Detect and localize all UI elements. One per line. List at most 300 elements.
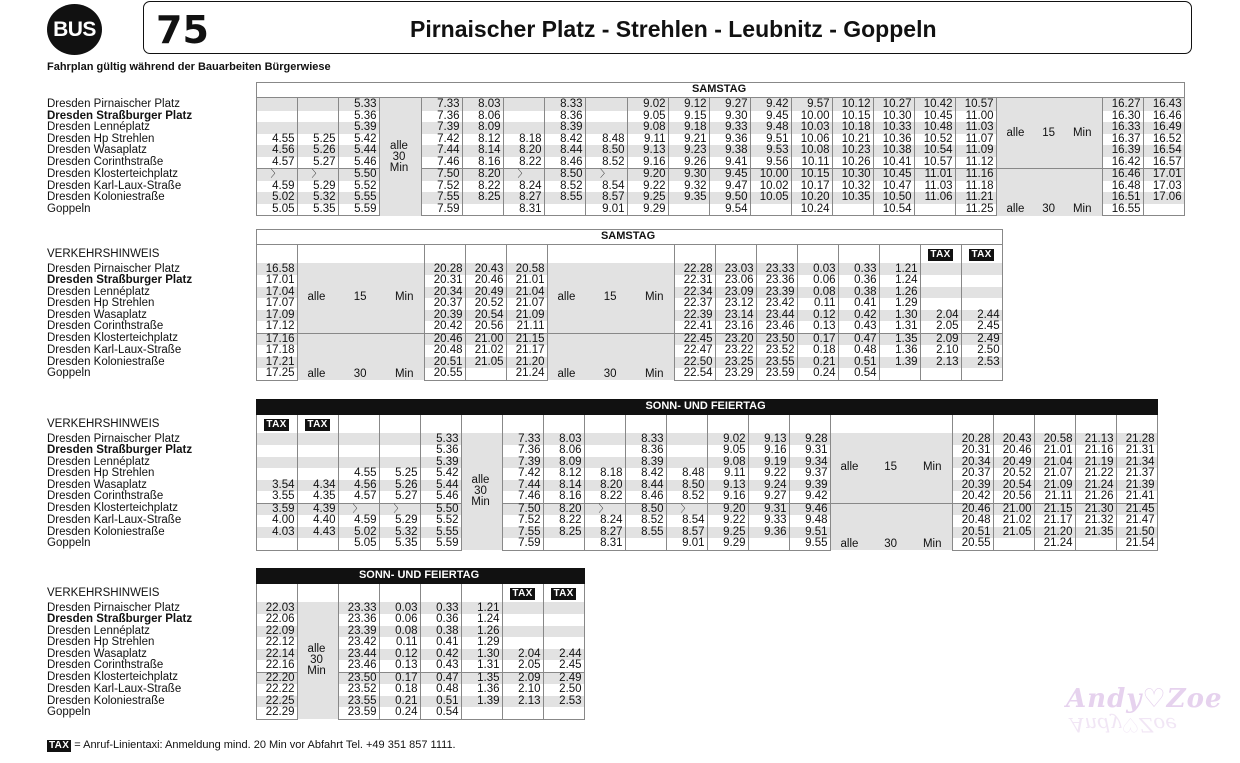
- stop-name: Dresden Pirnaischer Platz: [47, 601, 180, 614]
- time-cell: 21.50: [1116, 527, 1157, 539]
- time-cell: 〉: [503, 169, 544, 181]
- time-cell: 9.13: [748, 433, 789, 446]
- time-cell: 2.49: [543, 672, 584, 684]
- time-cell: 21.24: [1034, 538, 1075, 550]
- hint-cell: [502, 415, 543, 433]
- time-cell: 0.13: [379, 660, 420, 672]
- time-cell: 23.36: [756, 275, 797, 287]
- stop-name: Dresden Koloniestraße: [47, 525, 165, 538]
- hint-cell: [461, 584, 502, 602]
- time-cell: 0.51: [838, 357, 879, 369]
- time-cell: 22.34: [674, 287, 715, 299]
- time-cell: 3.54: [256, 480, 297, 492]
- time-cell: 5.02: [256, 192, 297, 204]
- interval-note: alle 30 Min: [379, 98, 421, 216]
- time-cell: 16.43: [1143, 98, 1184, 111]
- table-title-row: [47, 83, 1184, 98]
- time-cell: [256, 445, 297, 457]
- time-cell: 10.52: [914, 134, 955, 146]
- time-cell: 9.22: [627, 181, 668, 193]
- time-cell: 9.27: [709, 98, 750, 111]
- time-cell: 8.44: [544, 145, 585, 157]
- time-cell: 9.35: [668, 192, 709, 204]
- time-cell: 0.21: [797, 357, 838, 369]
- timetable-saturday-evening: [47, 229, 1003, 381]
- time-cell: 8.18: [584, 468, 625, 480]
- hint-cell: [256, 584, 297, 602]
- time-cell: 20.28: [952, 433, 993, 446]
- time-cell: 20.49: [993, 457, 1034, 469]
- time-cell: 16.52: [1143, 134, 1184, 146]
- time-cell: 8.52: [666, 491, 707, 503]
- time-cell: 21.02: [993, 515, 1034, 527]
- time-cell: 21.45: [1116, 503, 1157, 515]
- time-cell: 9.36: [709, 134, 750, 146]
- time-cell: 5.50: [338, 169, 379, 181]
- time-cell: 5.52: [420, 515, 461, 527]
- time-cell: 16.33: [1102, 122, 1143, 134]
- time-cell: 8.52: [585, 157, 627, 169]
- time-cell: 20.51: [952, 527, 993, 539]
- time-cell: 20.37: [952, 468, 993, 480]
- time-cell: 4.43: [297, 527, 338, 539]
- stop-name: Dresden Hp Strehlen: [47, 636, 155, 648]
- time-cell: 8.54: [585, 181, 627, 193]
- time-cell: 21.00: [465, 333, 506, 345]
- time-cell: [543, 538, 584, 550]
- time-cell: 11.03: [955, 122, 996, 134]
- hint-cell: [952, 415, 993, 433]
- time-cell: 0.12: [379, 649, 420, 661]
- time-cell: 21.37: [1116, 468, 1157, 480]
- time-cell: 0.47: [838, 333, 879, 345]
- time-cell: 9.01: [585, 204, 627, 216]
- time-cell: 17.01: [1143, 169, 1184, 181]
- time-cell: 7.39: [421, 122, 462, 134]
- time-cell: 1.35: [879, 333, 920, 345]
- time-cell: 2.05: [920, 321, 961, 333]
- time-cell: 2.10: [920, 345, 961, 357]
- stop-name: Goppeln: [47, 367, 91, 379]
- time-cell: 5.42: [338, 134, 379, 146]
- time-cell: 9.18: [668, 122, 709, 134]
- route-title: Pirnaischer Platz - Strehlen - Leubnitz - Goppeln: [410, 16, 937, 42]
- time-cell: 23.44: [756, 310, 797, 322]
- time-cell: 8.36: [625, 445, 666, 457]
- hint-cell: [1116, 415, 1157, 433]
- time-cell: [543, 637, 584, 649]
- time-cell: 16.54: [1143, 145, 1184, 157]
- time-cell: 9.41: [709, 157, 750, 169]
- time-cell: 8.22: [462, 181, 503, 193]
- time-cell: 22.41: [674, 321, 715, 333]
- time-cell: 21.30: [1075, 503, 1116, 515]
- time-cell: [993, 538, 1034, 550]
- hint-cell: [879, 245, 920, 263]
- time-cell: 9.05: [707, 445, 748, 457]
- time-cell: 9.42: [789, 491, 830, 503]
- watermark-logo: Andy♡Zoe: [1066, 684, 1223, 714]
- time-cell: 0.24: [797, 368, 838, 380]
- time-cell: 20.28: [424, 263, 465, 276]
- time-cell: 21.22: [1075, 468, 1116, 480]
- time-cell: 9.25: [627, 192, 668, 204]
- time-cell: 8.03: [462, 98, 503, 111]
- time-cell: 11.00: [955, 111, 996, 123]
- hint-label: VERKEHRSHINWEIS: [47, 587, 160, 599]
- time-cell: 8.27: [584, 527, 625, 539]
- interval-note: alle 30 Min: [547, 333, 674, 380]
- time-cell: 10.06: [791, 134, 832, 146]
- time-cell: [585, 122, 627, 134]
- time-cell: 9.48: [789, 515, 830, 527]
- time-cell: 0.06: [379, 614, 420, 626]
- time-cell: 22.14: [256, 649, 297, 661]
- time-cell: 10.23: [832, 145, 873, 157]
- time-cell: 2.10: [502, 684, 543, 696]
- time-cell: 2.04: [502, 649, 543, 661]
- time-cell: 7.46: [502, 491, 543, 503]
- time-cell: 8.48: [585, 134, 627, 146]
- time-cell: 5.25: [297, 134, 338, 146]
- time-cell: 22.25: [256, 696, 297, 708]
- time-cell: 8.09: [543, 457, 584, 469]
- time-cell: 10.08: [791, 145, 832, 157]
- time-cell: 1.26: [879, 287, 920, 299]
- time-cell: 2.09: [502, 672, 543, 684]
- time-cell: [338, 445, 379, 457]
- time-cell: 21.47: [1116, 515, 1157, 527]
- hint-cell: [920, 245, 961, 263]
- time-cell: 20.42: [424, 321, 465, 333]
- stop-name: Dresden Klosterteichplatz: [47, 502, 179, 514]
- time-cell: 9.32: [668, 181, 709, 193]
- time-cell: 9.24: [748, 480, 789, 492]
- time-cell: 21.24: [506, 368, 547, 380]
- time-cell: 7.52: [502, 515, 543, 527]
- time-cell: [465, 368, 506, 380]
- time-cell: [961, 298, 1002, 310]
- time-cell: 5.32: [297, 192, 338, 204]
- time-cell: [502, 626, 543, 638]
- time-cell: [961, 287, 1002, 299]
- time-cell: 17.16: [256, 333, 297, 345]
- time-cell: 9.16: [707, 491, 748, 503]
- time-cell: 23.39: [338, 626, 379, 638]
- time-cell: 0.18: [379, 684, 420, 696]
- time-cell: 11.18: [955, 181, 996, 193]
- time-cell: 8.20: [584, 480, 625, 492]
- time-cell: 4.56: [338, 480, 379, 492]
- time-cell: 9.12: [668, 98, 709, 111]
- stop-name: Dresden Straßburger Platz: [47, 109, 193, 122]
- time-cell: 8.50: [544, 169, 585, 181]
- time-cell: 8.12: [462, 134, 503, 146]
- time-cell: 9.02: [627, 98, 668, 111]
- time-cell: 0.47: [420, 672, 461, 684]
- time-cell: 21.05: [993, 527, 1034, 539]
- hint-cell: [961, 245, 1002, 263]
- time-cell: 22.50: [674, 357, 715, 369]
- tax-badge-icon: TAX: [307, 418, 328, 430]
- time-cell: 2.49: [961, 333, 1002, 345]
- time-cell: 3.55: [256, 491, 297, 503]
- hint-cell: [993, 415, 1034, 433]
- time-cell: 2.53: [961, 357, 1002, 369]
- stop-name: Dresden Pirnaischer Platz: [47, 432, 180, 445]
- time-cell: 9.26: [668, 157, 709, 169]
- time-cell: 11.25: [955, 204, 996, 216]
- stop-name: Dresden Wasaplatz: [47, 144, 147, 156]
- time-cell: 1.29: [879, 298, 920, 310]
- time-cell: 23.16: [715, 321, 756, 333]
- table-row: [47, 491, 1157, 503]
- time-cell: 23.46: [756, 321, 797, 333]
- time-cell: [920, 287, 961, 299]
- time-cell: 11.21: [955, 192, 996, 204]
- time-cell: [297, 98, 338, 111]
- time-cell: 21.35: [1075, 527, 1116, 539]
- time-cell: 16.46: [1102, 169, 1143, 181]
- time-cell: 20.39: [424, 310, 465, 322]
- time-cell: 1.35: [461, 672, 502, 684]
- time-cell: 5.02: [338, 527, 379, 539]
- hint-row: [47, 245, 1002, 263]
- time-cell: 9.15: [668, 111, 709, 123]
- time-cell: 9.23: [668, 145, 709, 157]
- time-cell: 4.34: [297, 480, 338, 492]
- time-cell: 2.09: [920, 333, 961, 345]
- time-cell: [502, 707, 543, 719]
- hint-cell: [502, 584, 543, 602]
- time-cell: 8.25: [543, 527, 584, 539]
- time-cell: 8.27: [503, 192, 544, 204]
- stop-name: Dresden Pirnaischer Platz: [47, 262, 180, 275]
- time-cell: [543, 626, 584, 638]
- time-cell: 10.45: [914, 111, 955, 123]
- time-cell: 22.37: [674, 298, 715, 310]
- hint-cell: [379, 415, 420, 433]
- time-cell: 16.30: [1102, 111, 1143, 123]
- stop-name: Dresden Pirnaischer Platz: [47, 97, 180, 110]
- time-cell: 5.32: [379, 527, 420, 539]
- stop-name: Dresden Hp Strehlen: [47, 132, 155, 145]
- hint-cell: [338, 415, 379, 433]
- time-cell: 10.38: [873, 145, 914, 157]
- time-cell: 8.55: [625, 527, 666, 539]
- time-cell: 9.08: [707, 457, 748, 469]
- time-cell: 8.16: [462, 157, 503, 169]
- time-cell: 8.33: [544, 98, 585, 111]
- time-cell: 10.30: [873, 111, 914, 123]
- time-cell: [297, 457, 338, 469]
- time-cell: [256, 111, 297, 123]
- time-cell: 11.16: [955, 169, 996, 181]
- time-cell: 0.41: [838, 298, 879, 310]
- time-cell: 20.58: [1034, 433, 1075, 446]
- time-cell: 1.21: [879, 263, 920, 276]
- time-cell: [920, 368, 961, 380]
- time-cell: 10.05: [750, 192, 791, 204]
- hint-row: [47, 415, 1157, 433]
- time-cell: 22.09: [256, 626, 297, 638]
- time-cell: 1.31: [879, 321, 920, 333]
- time-cell: 2.45: [961, 321, 1002, 333]
- time-cell: [379, 445, 420, 457]
- time-cell: 9.55: [789, 538, 830, 550]
- time-cell: 9.11: [627, 134, 668, 146]
- time-cell: 9.36: [748, 527, 789, 539]
- time-cell: 〉: [585, 169, 627, 181]
- stop-name: Dresden Wasaplatz: [47, 308, 147, 321]
- time-cell: 0.54: [420, 707, 461, 719]
- time-cell: 5.39: [338, 122, 379, 134]
- hint-cell: [707, 415, 748, 433]
- time-cell: 20.37: [424, 298, 465, 310]
- time-cell: 21.04: [506, 287, 547, 299]
- time-cell: 21.01: [506, 275, 547, 287]
- time-cell: 4.35: [297, 491, 338, 503]
- time-cell: 20.46: [424, 333, 465, 345]
- time-cell: 23.55: [338, 696, 379, 708]
- time-cell: 9.31: [748, 503, 789, 515]
- time-cell: 20.52: [465, 298, 506, 310]
- time-cell: 8.31: [584, 538, 625, 550]
- time-cell: 1.30: [461, 649, 502, 661]
- time-cell: [297, 538, 338, 550]
- time-cell: 0.42: [420, 649, 461, 661]
- hint-cell: [465, 245, 506, 263]
- time-cell: 9.29: [627, 204, 668, 216]
- table-row: [47, 368, 1002, 380]
- time-cell: 8.14: [543, 480, 584, 492]
- time-cell: [879, 368, 920, 380]
- time-cell: 21.09: [1034, 480, 1075, 492]
- time-cell: 23.42: [756, 298, 797, 310]
- time-cell: [256, 98, 297, 111]
- time-cell: 0.11: [797, 298, 838, 310]
- time-cell: 5.27: [297, 157, 338, 169]
- time-cell: 21.24: [1075, 480, 1116, 492]
- time-cell: 2.13: [920, 357, 961, 369]
- time-cell: 5.05: [256, 204, 297, 216]
- time-cell: 21.20: [1034, 527, 1075, 539]
- time-cell: 11.06: [914, 192, 955, 204]
- time-cell: 9.30: [668, 169, 709, 181]
- table-title: SONN- UND FEIERTAG: [256, 400, 1157, 415]
- time-cell: 1.24: [879, 275, 920, 287]
- time-cell: [502, 602, 543, 615]
- time-cell: 5.42: [420, 468, 461, 480]
- time-cell: 1.21: [461, 602, 502, 615]
- time-cell: 0.48: [420, 684, 461, 696]
- time-cell: 9.28: [789, 433, 830, 446]
- time-cell: 0.11: [379, 637, 420, 649]
- time-cell: 2.05: [502, 660, 543, 672]
- time-cell: 2.50: [961, 345, 1002, 357]
- time-cell: [502, 614, 543, 626]
- time-cell: 5.36: [420, 445, 461, 457]
- time-cell: 8.06: [462, 111, 503, 123]
- validity-note: Fahrplan gültig während der Bauarbeiten Bürgerwiese: [47, 61, 331, 73]
- time-cell: 5.26: [297, 145, 338, 157]
- time-cell: [585, 111, 627, 123]
- time-cell: 20.51: [424, 357, 465, 369]
- time-cell: [584, 445, 625, 457]
- time-cell: [379, 433, 420, 446]
- time-cell: 8.22: [543, 515, 584, 527]
- time-cell: 22.12: [256, 637, 297, 649]
- hint-cell: [797, 245, 838, 263]
- time-cell: 10.45: [873, 169, 914, 181]
- time-cell: 2.45: [543, 660, 584, 672]
- time-cell: 8.24: [503, 181, 544, 193]
- time-cell: 20.52: [993, 468, 1034, 480]
- time-cell: 16.37: [1102, 134, 1143, 146]
- interval-note: alle 15 Min: [547, 263, 674, 334]
- time-cell: 10.42: [914, 98, 955, 111]
- time-cell: 0.36: [838, 275, 879, 287]
- time-cell: 23.33: [338, 602, 379, 615]
- time-cell: 9.39: [789, 480, 830, 492]
- time-cell: 5.35: [379, 538, 420, 550]
- time-cell: 20.49: [465, 287, 506, 299]
- time-cell: 20.39: [952, 480, 993, 492]
- table-title-row: [47, 230, 1002, 245]
- time-cell: 22.06: [256, 614, 297, 626]
- time-cell: 10.20: [791, 192, 832, 204]
- time-cell: 10.24: [791, 204, 832, 216]
- time-cell: 23.52: [338, 684, 379, 696]
- time-cell: 10.47: [873, 181, 914, 193]
- time-cell: 0.36: [420, 614, 461, 626]
- time-cell: 10.57: [914, 157, 955, 169]
- time-cell: 21.26: [1075, 491, 1116, 503]
- time-cell: [256, 457, 297, 469]
- time-cell: 4.03: [256, 527, 297, 539]
- time-cell: 21.02: [465, 345, 506, 357]
- time-cell: 21.28: [1116, 433, 1157, 446]
- time-cell: 0.51: [420, 696, 461, 708]
- time-cell: [502, 637, 543, 649]
- time-cell: 23.59: [338, 707, 379, 719]
- time-cell: 9.30: [709, 111, 750, 123]
- time-cell: 7.59: [421, 204, 462, 216]
- time-cell: 16.51: [1102, 192, 1143, 204]
- hint-cell: [297, 415, 338, 433]
- time-cell: 21.09: [506, 310, 547, 322]
- hint-cell: [297, 584, 338, 602]
- time-cell: 9.05: [627, 111, 668, 123]
- time-cell: 20.34: [952, 457, 993, 469]
- time-cell: 21.19: [1075, 457, 1116, 469]
- time-cell: 9.51: [750, 134, 791, 146]
- time-cell: 16.57: [1143, 157, 1184, 169]
- stop-name: Dresden Lennéplatz: [47, 624, 150, 637]
- time-cell: 1.39: [879, 357, 920, 369]
- time-cell: 20.46: [993, 445, 1034, 457]
- time-cell: 10.27: [873, 98, 914, 111]
- time-cell: 7.52: [421, 181, 462, 193]
- stop-name: Dresden Lennéplatz: [47, 455, 150, 468]
- time-cell: 9.33: [748, 515, 789, 527]
- time-cell: 10.57: [955, 98, 996, 111]
- time-cell: 1.30: [879, 310, 920, 322]
- time-cell: 20.43: [465, 263, 506, 276]
- time-cell: 8.39: [544, 122, 585, 134]
- time-cell: 9.57: [791, 98, 832, 111]
- stop-name: Dresden Corinthstraße: [47, 490, 164, 502]
